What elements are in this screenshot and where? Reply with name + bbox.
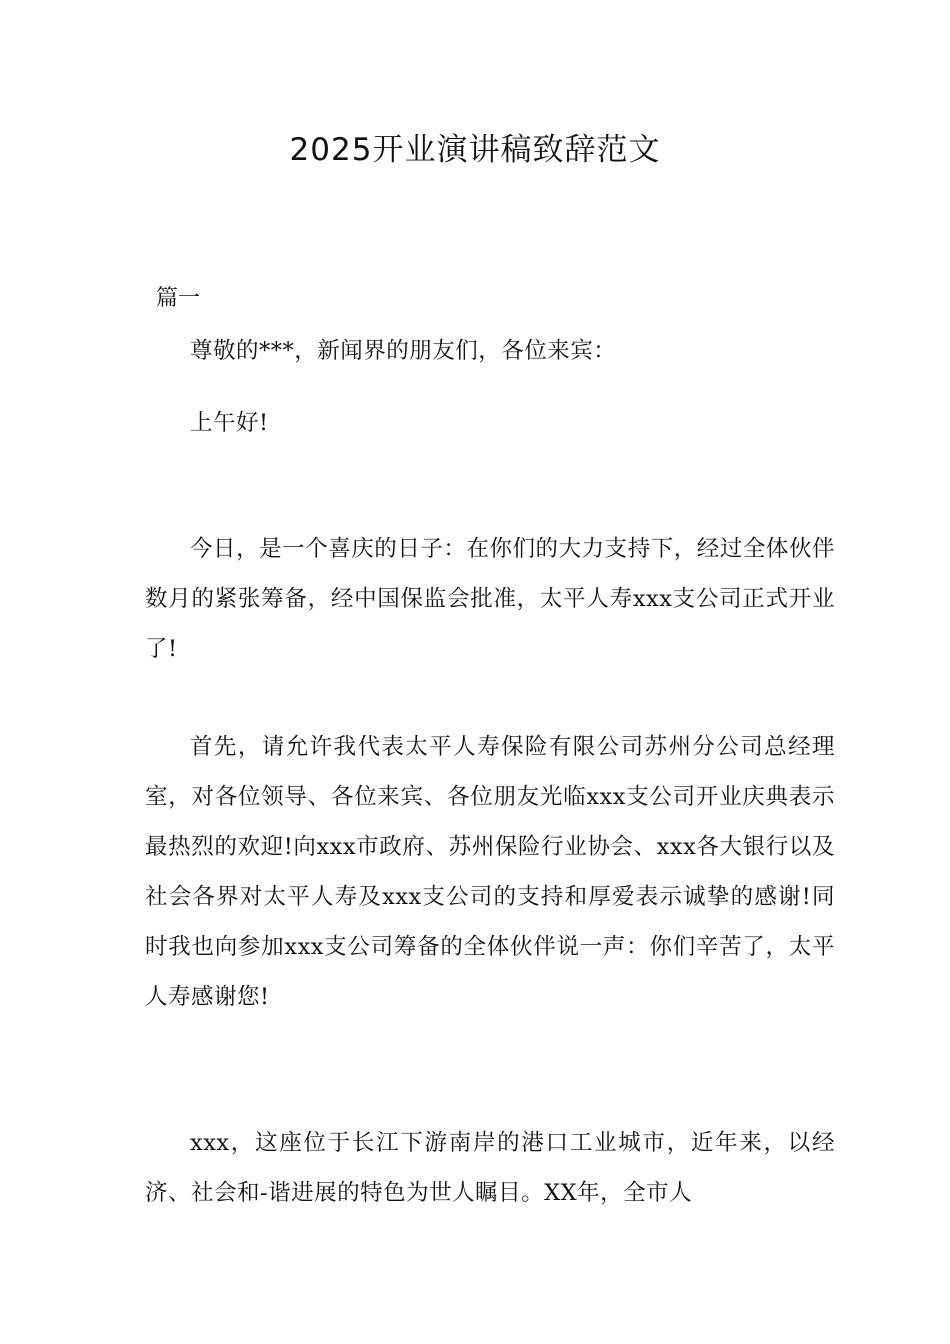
paragraph-opening: 今日，是一个喜庆的日子：在你们的大力支持下，经过全体伙伴数月的紧张筹备，经中国保监会批准，太平人寿xxx支公司正式开业了! — [145, 536, 835, 662]
document-title: 2025开业演讲稿致辞范文 — [289, 132, 661, 168]
paragraph-salutation: 尊敬的***，新闻界的朋友们，各位来宾： — [190, 338, 617, 364]
paragraph-city-intro: xxx，这座位于长江下游南岸的港口工业城市，近年来，以经济、社会和-谐进展的特色为世人瞩目。XX年，全市人 — [145, 1130, 835, 1206]
paragraph-greeting: 上午好! — [190, 410, 269, 436]
section-heading: 篇一 — [156, 286, 201, 311]
paragraph-thanks: 首先，请允许我代表太平人寿保险有限公司苏州分公司总经理室，对各位领导、各位来宾、各位朋友光临xxx支公司开业庆典表示最热烈的欢迎!向xxx市政府、苏州保险行业协会、xxx各大银行以及社会各界对太平人寿及xxx支公司的支持和厚爱表示诚挚的感谢!同时我也向参加xxx支公司筹备的全体伙伴说一声：你们辛苦了，太平人寿感谢您! — [145, 734, 835, 1010]
